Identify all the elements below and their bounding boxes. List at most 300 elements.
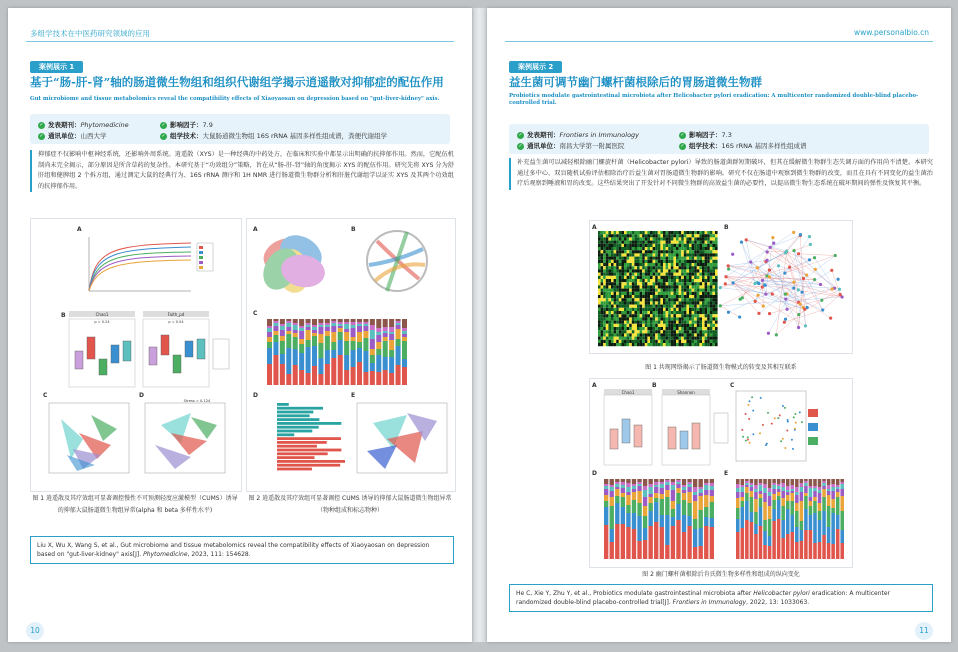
heatmap-cell [640, 269, 643, 272]
heatmap-cell [699, 263, 702, 266]
stacked-bar-segment [383, 333, 388, 337]
heatmap-cell [658, 333, 661, 336]
heatmap-cell [634, 314, 637, 317]
heatmap-cell [715, 237, 718, 240]
heatmap-cell [686, 257, 689, 260]
heatmap-cell [634, 321, 637, 324]
stacked-bar-segment [763, 531, 767, 545]
stacked-bar-segment [772, 494, 776, 500]
heatmap-cell [606, 234, 609, 237]
heatmap-cell [697, 241, 700, 244]
heatmap-cell [645, 333, 648, 336]
heatmap-cell [684, 301, 687, 304]
heatmap-cell [653, 237, 656, 240]
heatmap-cell [707, 269, 710, 272]
heatmap-cell [645, 244, 648, 247]
stacked-bar-segment [827, 485, 831, 489]
heatmap-cell [694, 247, 697, 250]
stacked-bar-segment [299, 339, 304, 344]
stacked-bar-segment [741, 487, 745, 492]
network-node [775, 333, 778, 336]
heatmap-cell [676, 330, 679, 333]
network-node [756, 294, 759, 297]
stacked-bar-segment [312, 330, 317, 333]
heatmap-cell [621, 269, 624, 272]
heatmap-cell [598, 263, 601, 266]
heatmap-cell [699, 257, 702, 260]
heatmap-cell [712, 257, 715, 260]
heatmap-cell [681, 237, 684, 240]
heatmap-cell [712, 330, 715, 333]
heatmap-cell [681, 295, 684, 298]
stacked-bar-segment [273, 323, 278, 326]
boxplot-chao1 [604, 389, 652, 465]
heatmap-cell [608, 317, 611, 320]
heatmap-cell [676, 301, 679, 304]
heatmap-cell [689, 330, 692, 333]
heatmap-cell [611, 269, 614, 272]
stacked-bar-segment [299, 326, 304, 328]
stacked-bar-segment [736, 492, 740, 498]
heatmap-cell [601, 301, 604, 304]
heatmap-cell [707, 324, 710, 327]
heatmap-cell [707, 244, 710, 247]
heatmap-cell [616, 279, 619, 282]
heatmap-cell [653, 269, 656, 272]
heatmap-cell [606, 282, 609, 285]
heatmap-cell [653, 317, 656, 320]
heatmap-cell [668, 298, 671, 301]
heatmap-cell [598, 308, 601, 311]
heatmap-cell [697, 321, 700, 324]
heatmap-cell [619, 269, 622, 272]
network-node [771, 236, 774, 239]
stacked-bar-segment [745, 483, 749, 485]
heatmap-cell [647, 244, 650, 247]
stacked-bar-segment [396, 319, 401, 321]
heatmap-cell [614, 260, 617, 263]
stacked-bar-segment [267, 348, 272, 364]
heatmap-cell [634, 289, 637, 292]
heatmap-cell [650, 317, 653, 320]
heatmap-cell [686, 321, 689, 324]
heatmap-cell [658, 295, 661, 298]
heatmap-cell [671, 337, 674, 340]
heatmap-cell [601, 247, 604, 250]
heatmap-cell [681, 276, 684, 279]
stacked-bar-segment [632, 492, 636, 500]
heatmap-cell [655, 295, 658, 298]
heatmap-cell [653, 253, 656, 256]
heatmap-cell [603, 279, 606, 282]
heatmap-cell [603, 282, 606, 285]
heatmap-cell [715, 314, 718, 317]
case-tag: 案例展示 1 [30, 61, 83, 73]
heatmap-cell [694, 276, 697, 279]
heatmap-cell [681, 317, 684, 320]
heatmap-cell [712, 337, 715, 340]
heatmap-cell [640, 273, 643, 276]
stacked-bar-segment [286, 321, 291, 323]
stacked-bar-segment [306, 319, 311, 323]
heatmap-cell [606, 343, 609, 346]
stacked-bar-segment [768, 488, 772, 492]
citation-box [509, 584, 933, 612]
heatmap-cell [603, 276, 606, 279]
heatmap-cell [702, 257, 705, 260]
stacked-bar-segment [786, 490, 790, 492]
heatmap-cell [676, 231, 679, 234]
heatmap-cell [715, 234, 718, 237]
heatmap-cell [647, 340, 650, 343]
heatmap-cell [603, 340, 606, 343]
stacked-bar-segment [786, 509, 790, 534]
heatmap-cell [606, 289, 609, 292]
network-node [808, 235, 811, 238]
heatmap-cell [634, 301, 637, 304]
heatmap-cell [707, 250, 710, 253]
heatmap-cell [619, 260, 622, 263]
heatmap-cell [653, 285, 656, 288]
network-node [767, 332, 770, 335]
heatmap-cell [663, 263, 666, 266]
heatmap-cell [705, 337, 708, 340]
stacked-bar-segment [402, 328, 407, 331]
stacked-bar-segment [660, 488, 664, 494]
heatmap-cell [707, 311, 710, 314]
heatmap-cell [642, 289, 645, 292]
heatmap-cell [684, 250, 687, 253]
stacked-bar-segment [615, 487, 619, 489]
heatmap-cell [637, 266, 640, 269]
heatmap-cell [616, 260, 619, 263]
heatmap-cell [684, 282, 687, 285]
stacked-bar-segment [699, 510, 703, 528]
stacked-bar-segment [772, 485, 776, 489]
heatmap-cell [614, 289, 617, 292]
heatmap-cell [655, 305, 658, 308]
heatmap-cell [671, 257, 674, 260]
heatmap-cell [611, 279, 614, 282]
stacked-bar-segment [710, 490, 714, 496]
network-node [836, 278, 839, 281]
lefse-bar [277, 407, 323, 410]
heatmap-cell [671, 279, 674, 282]
heatmap-cell [666, 237, 669, 240]
heatmap-cell [699, 311, 702, 314]
heatmap-cell [697, 266, 700, 269]
heatmap-cell [601, 289, 604, 292]
heatmap-cell [598, 327, 601, 330]
stacked-bar-segment [306, 373, 311, 385]
heatmap-cell [684, 276, 687, 279]
heatmap-cell [692, 247, 695, 250]
case-title: 益生菌可调节幽门螺杆菌根除后的胃肠道微生物群 [509, 75, 762, 89]
heatmap-cell [616, 311, 619, 314]
heatmap-cell [611, 260, 614, 263]
heatmap-cell [647, 298, 650, 301]
stacked-bar-segment [781, 506, 785, 520]
stacked-bar-segment [621, 479, 625, 482]
stacked-bar-segment [736, 519, 740, 532]
heatmap-cell [619, 305, 622, 308]
heatmap-cell [637, 340, 640, 343]
heatmap-cell [624, 308, 627, 311]
stacked-bar-segment [325, 325, 330, 327]
heatmap-cell [653, 324, 656, 327]
heatmap-cell [689, 321, 692, 324]
heatmap-cell [642, 301, 645, 304]
heatmap-cell [707, 241, 710, 244]
heatmap-cell [692, 333, 695, 336]
network-node [724, 275, 727, 278]
heatmap-cell [692, 285, 695, 288]
stacked-bar-segment [660, 479, 664, 482]
heatmap-cell [616, 301, 619, 304]
heatmap-cell [650, 285, 653, 288]
stacked-bar-segment [736, 498, 740, 508]
heatmap-cell [658, 343, 661, 346]
heatmap-cell [634, 260, 637, 263]
heatmap-cell [624, 327, 627, 330]
stacked-bar-segment [791, 532, 795, 559]
heatmap-cell [663, 301, 666, 304]
heatmap-cell [632, 305, 635, 308]
heatmap-cell [640, 324, 643, 327]
heatmap-cell [627, 282, 630, 285]
heatmap-cell [658, 231, 661, 234]
stacked-bar-segment [280, 324, 285, 326]
stacked-bar-segment [768, 519, 772, 536]
heatmap-cell [634, 253, 637, 256]
stacked-bar-segment [809, 530, 813, 559]
stacked-bar-segment [840, 479, 844, 482]
heatmap-cell [697, 257, 700, 260]
stacked-bar-segment [786, 534, 790, 559]
heatmap-cell [655, 327, 658, 330]
stacked-bar-segment [325, 331, 330, 336]
heatmap-cell [699, 289, 702, 292]
stacked-bar-segment [293, 330, 298, 333]
heatmap-cell [699, 237, 702, 240]
heatmap-cell [611, 250, 614, 253]
stacked-bar-segment [286, 331, 291, 334]
heatmap-cell [598, 333, 601, 336]
heatmap-cell [715, 295, 718, 298]
heatmap-cell [603, 263, 606, 266]
stacked-bar-segment [643, 497, 647, 506]
lefse-bar [277, 433, 294, 436]
heatmap-cell [627, 314, 630, 317]
heatmap-cell [679, 292, 682, 295]
heatmap-cell [710, 295, 713, 298]
heatmap-cell [673, 260, 676, 263]
heatmap-cell [603, 314, 606, 317]
stacked-bar-segment [376, 349, 381, 355]
heatmap-cell [699, 324, 702, 327]
heatmap-cell [666, 301, 669, 304]
stacked-bar-segment [763, 479, 767, 484]
heatmap-cell [632, 260, 635, 263]
heatmap-cell [699, 260, 702, 263]
heatmap-cell [697, 237, 700, 240]
stacked-bar-segment [813, 497, 817, 501]
heatmap-cell [692, 295, 695, 298]
stacked-bar-segment [836, 485, 840, 487]
heatmap-cell [702, 317, 705, 320]
stacked-bar-segment [383, 337, 388, 341]
heatmap-cell [658, 263, 661, 266]
stacked-bar-segment [357, 322, 362, 324]
heatmap-cell [710, 311, 713, 314]
network-node [756, 266, 759, 269]
stacked-bar-segment [754, 524, 758, 534]
heatmap-cell [608, 301, 611, 304]
stacked-bar-segment [643, 506, 647, 516]
heatmap-cell [645, 276, 648, 279]
heatmap-cell [616, 241, 619, 244]
heatmap-cell [650, 321, 653, 324]
stacked-bar-segment [699, 546, 703, 559]
heatmap-cell [692, 317, 695, 320]
lefse-bar [277, 464, 340, 467]
heatmap-cell [676, 282, 679, 285]
heatmap-cell [647, 269, 650, 272]
heatmap-cell [710, 324, 713, 327]
heatmap-cell [603, 301, 606, 304]
heatmap-cell [660, 234, 663, 237]
heatmap-cell [619, 343, 622, 346]
heatmap-cell [668, 292, 671, 295]
heatmap-cell [598, 340, 601, 343]
heatmap-cell [697, 273, 700, 276]
heatmap-cell [705, 244, 708, 247]
stacked-bar-segment [750, 485, 754, 487]
heatmap-cell [611, 263, 614, 266]
heatmap-cell [666, 289, 669, 292]
heatmap-cell [710, 266, 713, 269]
stacked-bar-segment [402, 331, 407, 334]
heatmap-cell [627, 279, 630, 282]
stacked-bar-segment [682, 490, 686, 493]
heatmap-cell [619, 330, 622, 333]
network-node [731, 281, 734, 284]
info-box [509, 124, 929, 154]
heatmap-cell [712, 279, 715, 282]
stacked-bar-segment [637, 516, 641, 541]
abstract-text: 抑郁症不仅影响中枢神经系统，还影响外周系统。逍遥散（XYS）是一种经典的中药处方，在临床和实验中都显示出明确的抗抑郁作用。然而，它配伍机制尚未完全揭示，部分原因是所含草药的复杂性。本研究基于“功效组分”策略，旨在从“肠-肝-肾”轴的角度揭示 XYS 的配伍作用。研究先将 XYS 分为舒肝组和健脾组 2 个拆方组，通过测定大鼠的经典行为、16S rRNA 测序和 1H NMR 进行肠道微生物群分析和肝脏代谢组学以证实 XYS 及其两个功效组的抗抑郁作用。 [30, 150, 454, 192]
network-node [784, 251, 787, 254]
heatmap-cell [658, 273, 661, 276]
heatmap-cell [629, 314, 632, 317]
heatmap-cell [692, 340, 695, 343]
heatmap-cell [658, 337, 661, 340]
heatmap-cell [621, 330, 624, 333]
chord-diagram [367, 231, 427, 291]
heatmap-cell [629, 292, 632, 295]
heatmap-cell [712, 253, 715, 256]
stacked-bar-segment [286, 374, 291, 385]
stacked-bar-segment [660, 482, 664, 484]
heatmap-cell [692, 311, 695, 314]
figure-1-caption: 图 1 逍遥散及其疗效组可显著调控慢性不可预测轻度应激模型（CUMS）诱导的抑郁大鼠肠道微生物组异常(alpha 和 beta 多样性水平) [32, 495, 238, 514]
heatmap-cell [694, 257, 697, 260]
heatmap-cell [647, 241, 650, 244]
heatmap-cell [603, 343, 606, 346]
stacked-bar-segment [741, 485, 745, 487]
heatmap-cell [616, 314, 619, 317]
heatmap-cell [660, 241, 663, 244]
heatmap-cell [647, 333, 650, 336]
heatmap-cell [684, 314, 687, 317]
heatmap-cell [658, 298, 661, 301]
heatmap-cell [705, 301, 708, 304]
heatmap-cell [663, 298, 666, 301]
heatmap-cell [663, 314, 666, 317]
heatmap-cell [632, 337, 635, 340]
stacked-bar-segment [840, 530, 844, 543]
heatmap-cell [668, 244, 671, 247]
heatmap-cell [679, 231, 682, 234]
heatmap-cell [608, 244, 611, 247]
heatmap-cell [653, 273, 656, 276]
heatmap-cell [632, 333, 635, 336]
heatmap-cell [603, 234, 606, 237]
heatmap-cell [598, 257, 601, 260]
stacked-bar-segment [763, 484, 767, 488]
heatmap-cell [645, 250, 648, 253]
heatmap-cell [679, 340, 682, 343]
heatmap-cell [650, 244, 653, 247]
heatmap-cell [614, 269, 617, 272]
heatmap-cell [697, 244, 700, 247]
network-edge [799, 254, 836, 256]
heatmap-cell [673, 279, 676, 282]
heatmap-cell [710, 247, 713, 250]
heatmap-cell [671, 285, 674, 288]
heatmap-cell [663, 305, 666, 308]
heatmap-cell [666, 298, 669, 301]
heatmap-cell [608, 289, 611, 292]
heatmap-cell [650, 295, 653, 298]
stacked-bar-segment [704, 517, 708, 526]
lefse-bar [277, 403, 289, 406]
heatmap-cell [666, 260, 669, 263]
stacked-bar-segment [604, 484, 608, 486]
stacked-bar-segment [704, 507, 708, 517]
heatmap-cell [658, 289, 661, 292]
heatmap-cell [627, 305, 630, 308]
heatmap-cell [668, 279, 671, 282]
heatmap-cell [642, 269, 645, 272]
heatmap-cell [705, 273, 708, 276]
heatmap-cell [601, 260, 604, 263]
box-marker [808, 437, 818, 445]
stacked-bar-segment [687, 492, 691, 503]
heatmap-cell [660, 263, 663, 266]
heatmap-cell [684, 257, 687, 260]
stacked-bar-segment [299, 344, 304, 353]
venn-diagram [256, 228, 328, 296]
heatmap-cell [710, 301, 713, 304]
heatmap-cell [689, 314, 692, 317]
network-node [839, 293, 842, 296]
heatmap-cell [632, 266, 635, 269]
stacked-bar-segment [827, 506, 831, 527]
heatmap-cell [629, 343, 632, 346]
stacked-bar-segment [665, 497, 669, 515]
heatmap-cell [679, 324, 682, 327]
